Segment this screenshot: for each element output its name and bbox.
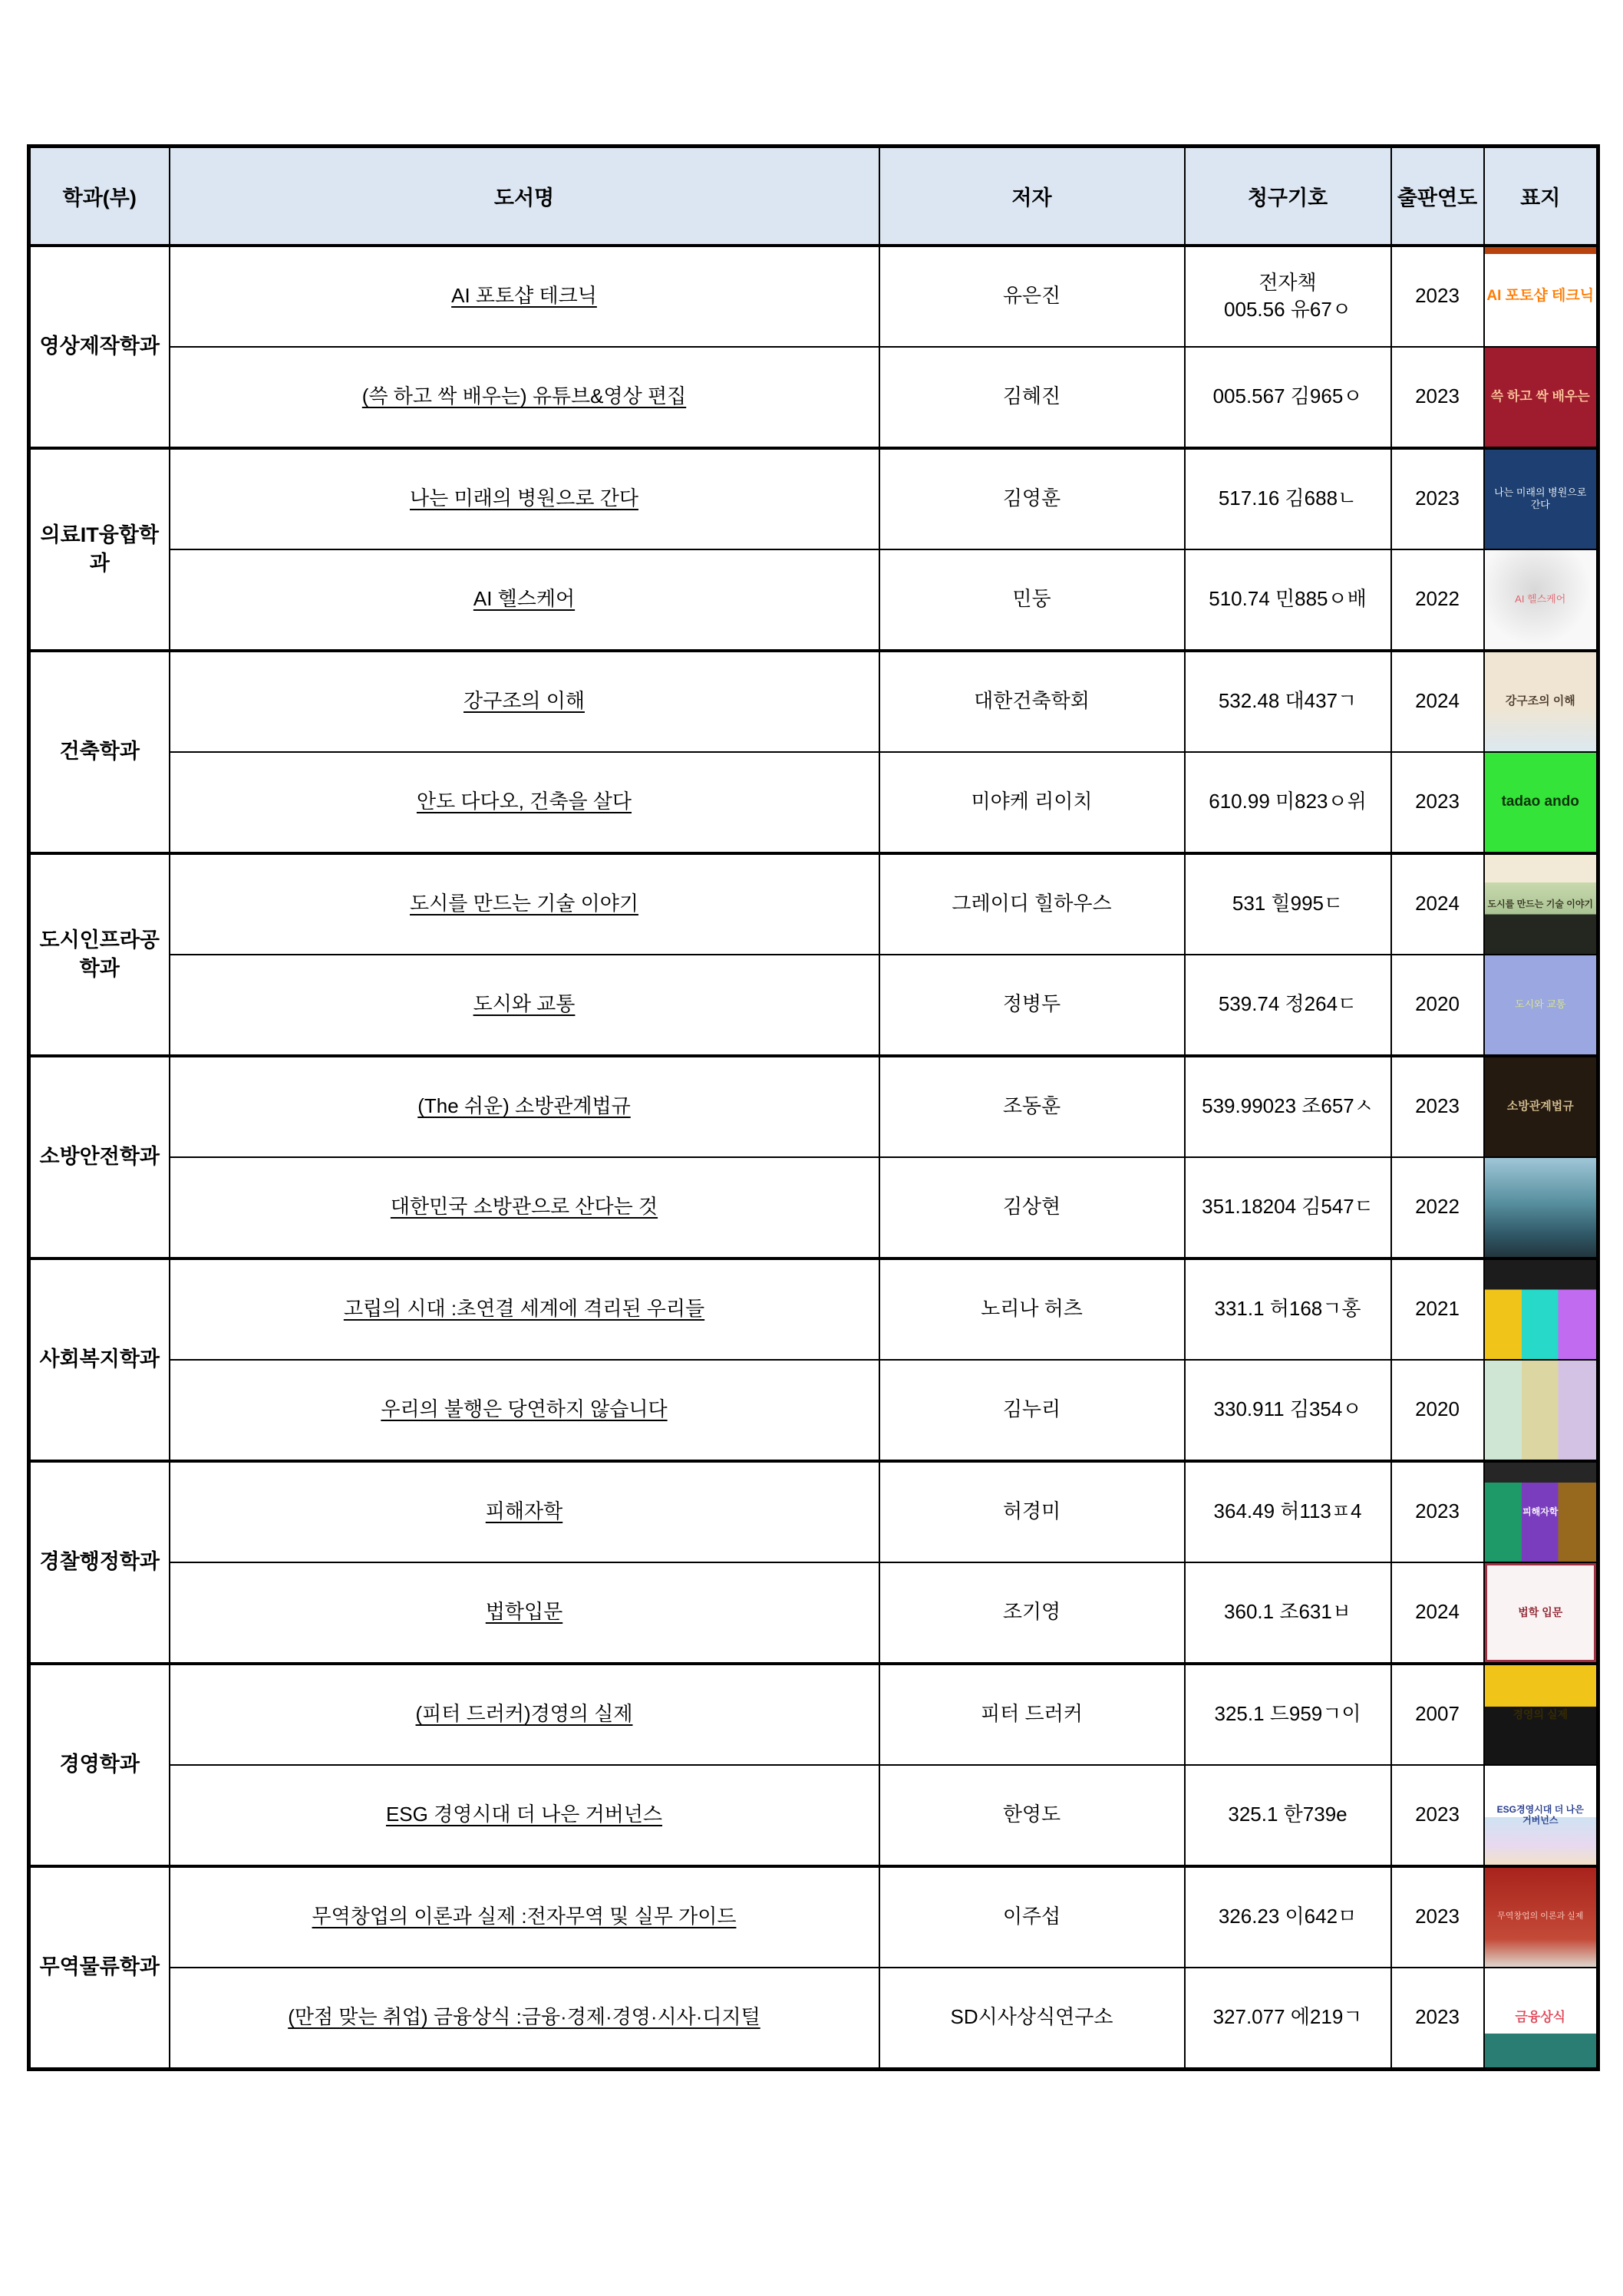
book-cover-image: [1485, 1463, 1597, 1562]
department-cell: 건축학과: [29, 651, 170, 853]
author-cell: 김영훈: [879, 448, 1185, 549]
table-row: [29, 1664, 1598, 1765]
year-cell: 2024: [1391, 853, 1484, 955]
year-cell: 2021: [1391, 1259, 1484, 1360]
year-cell: 2020: [1391, 1360, 1484, 1461]
call-number-cell: 364.49 허113ㅍ4: [1185, 1461, 1391, 1562]
book-title-cell: [170, 853, 879, 955]
book-cover-image: [1485, 753, 1597, 852]
call-number-cell: 532.48 대437ㄱ: [1185, 651, 1391, 752]
cover-title-text: [1539, 1206, 1542, 1209]
table-row: [29, 549, 1598, 651]
cover-title-text: [1539, 1308, 1542, 1311]
book-title-link[interactable]: 도시를 만드는 기술 이야기: [410, 892, 638, 915]
book-title-cell: [170, 1664, 879, 1765]
table-row: [29, 1056, 1598, 1157]
book-title-link[interactable]: 무역창업의 이론과 실제 :전자무역 및 실무 가이드: [312, 1905, 737, 1928]
book-title-cell: [170, 752, 879, 853]
year-cell: 2023: [1391, 1866, 1484, 1968]
book-title-link[interactable]: 우리의 불행은 당연하지 않습니다: [381, 1397, 668, 1421]
table-row: [29, 246, 1598, 347]
department-cell: 소방안전학과: [29, 1056, 170, 1259]
book-title-cell: [170, 1562, 879, 1664]
department-cell: 경영학과: [29, 1664, 170, 1866]
table-row: [29, 853, 1598, 955]
table-row: [29, 448, 1598, 549]
year-cell: 2023: [1391, 246, 1484, 347]
cover-title-text: 도시와 교통: [1515, 998, 1566, 1011]
call-number-cell: 531 힐995ㄷ: [1185, 853, 1391, 955]
call-number-cell: 610.99 미823ㅇ위: [1185, 752, 1391, 853]
book-cover-image: [1485, 1057, 1597, 1156]
cover-cell: [1484, 1461, 1598, 1562]
header-call-number: 청구기호: [1185, 147, 1391, 246]
year-cell: 2023: [1391, 1056, 1484, 1157]
book-title-link[interactable]: (쓱 하고 싹 배우는) 유튜브&영상 편집: [361, 384, 687, 408]
book-cover-image: [1485, 450, 1597, 549]
call-number-cell: 331.1 허168ㄱ홍: [1185, 1259, 1391, 1360]
book-cover-image: [1485, 1968, 1597, 2067]
year-cell: 2022: [1391, 549, 1484, 651]
author-cell: 김누리: [879, 1360, 1185, 1461]
author-cell: 조기영: [879, 1562, 1185, 1664]
table-row: [29, 1157, 1598, 1259]
department-group-business-admin: [29, 1664, 1598, 1866]
department-cell: 사회복지학과: [29, 1259, 170, 1461]
book-title-link[interactable]: (The 쉬운) 소방관계법규: [417, 1094, 631, 1118]
cover-title-text: AI 포토샵 테크닉: [1486, 287, 1595, 304]
department-group-social-welfare: [29, 1259, 1598, 1461]
year-cell: 2023: [1391, 448, 1484, 549]
book-title-cell: [170, 448, 879, 549]
book-cover-image: [1485, 855, 1597, 954]
book-title-cell: [170, 651, 879, 752]
cover-title-text: 무역창업의 이론과 실제: [1497, 1912, 1584, 1922]
cover-title-text: [1539, 1408, 1542, 1411]
department-group-police-admin: [29, 1461, 1598, 1664]
author-cell: 이주섭: [879, 1866, 1185, 1968]
header-author: 저자: [879, 147, 1185, 246]
book-cover-image: [1485, 550, 1597, 649]
department-group-medical-it: [29, 448, 1598, 651]
author-cell: 한영도: [879, 1765, 1185, 1866]
year-cell: 2023: [1391, 1461, 1484, 1562]
book-cover-image: [1485, 1665, 1597, 1764]
call-number-cell: 325.1 한739e: [1185, 1765, 1391, 1866]
book-title-link[interactable]: (피터 드러커)경영의 실제: [415, 1702, 633, 1726]
table-row: [29, 347, 1598, 448]
book-cover-image: [1485, 955, 1597, 1054]
book-title-link[interactable]: AI 헬스케어: [473, 587, 576, 611]
cover-cell: [1484, 651, 1598, 752]
cover-cell: [1484, 549, 1598, 651]
book-title-link[interactable]: AI 포토샵 테크닉: [451, 284, 597, 308]
cover-cell: [1484, 1157, 1598, 1259]
cover-title-text: 금융상식: [1515, 2009, 1566, 2024]
cover-title-text: 피해자학: [1522, 1506, 1559, 1517]
book-title-link[interactable]: 대한민국 소방관으로 산다는 것: [390, 1195, 658, 1219]
author-cell: 그레이디 힐하우스: [879, 853, 1185, 955]
year-cell: 2020: [1391, 955, 1484, 1056]
table-row: [29, 1968, 1598, 2070]
cover-cell: [1484, 853, 1598, 955]
book-title-link[interactable]: 도시와 교통: [473, 992, 576, 1016]
table-row: [29, 651, 1598, 752]
call-number-cell: 539.74 정264ㄷ: [1185, 955, 1391, 1056]
header-cover: 표지: [1484, 147, 1598, 246]
cover-cell: [1484, 1056, 1598, 1157]
cover-cell: [1484, 955, 1598, 1056]
year-cell: 2024: [1391, 1562, 1484, 1664]
table-row: [29, 1562, 1598, 1664]
book-title-cell: [170, 1461, 879, 1562]
book-cover-image: [1485, 1766, 1597, 1865]
cover-cell: [1484, 1968, 1598, 2070]
book-title-link[interactable]: 나는 미래의 병원으로 간다: [410, 487, 638, 510]
table-row: [29, 1360, 1598, 1461]
table-row: [29, 1259, 1598, 1360]
department-cell: 무역물류학과: [29, 1866, 170, 2070]
cover-cell: [1484, 1765, 1598, 1866]
department-group-fire-safety: [29, 1056, 1598, 1259]
author-cell: 정병두: [879, 955, 1185, 1056]
table-row: [29, 1866, 1598, 1968]
cover-title-text: AI 헬스케어: [1515, 593, 1566, 605]
book-title-cell: [170, 1968, 879, 2070]
call-number-cell: 360.1 조631ㅂ: [1185, 1562, 1391, 1664]
cover-cell: [1484, 1360, 1598, 1461]
book-cover-image: [1485, 652, 1597, 751]
cover-title-text: 소방관계법규: [1506, 1100, 1574, 1113]
department-cell: 영상제작학과: [29, 246, 170, 448]
table-row: [29, 1461, 1598, 1562]
book-cover-image: [1485, 348, 1597, 447]
call-number-cell: 517.16 김688ㄴ: [1185, 448, 1391, 549]
cover-title-text: ESG경영시대 더 나은 거버넌스: [1496, 1803, 1584, 1826]
call-number-cell: 351.18204 김547ㄷ: [1185, 1157, 1391, 1259]
cover-cell: [1484, 1562, 1598, 1664]
call-number-cell: 전자책 005.56 유67ㅇ: [1185, 246, 1391, 347]
book-title-cell: [170, 1765, 879, 1866]
year-cell: 2007: [1391, 1664, 1484, 1765]
book-title-cell: [170, 1157, 879, 1259]
book-cover-image: [1485, 1563, 1597, 1662]
table-row: [29, 1765, 1598, 1866]
book-title-link[interactable]: (만점 맞는 취업) 금융상식 :금융·경제·경영·시사·디지털: [288, 2005, 760, 2029]
cover-cell: [1484, 1866, 1598, 1968]
book-title-cell: [170, 549, 879, 651]
cover-cell: [1484, 1664, 1598, 1765]
department-group-urban-infra: [29, 853, 1598, 1056]
author-cell: 피터 드러커: [879, 1664, 1185, 1765]
book-title-cell: [170, 1056, 879, 1157]
cover-cell: [1484, 246, 1598, 347]
header-row: [29, 147, 1598, 246]
cover-title-text: 강구조의 이해: [1505, 694, 1575, 708]
author-cell: 노리나 허츠: [879, 1259, 1185, 1360]
author-cell: 민둥: [879, 549, 1185, 651]
call-number-cell: 325.1 드959ㄱ이: [1185, 1664, 1391, 1765]
book-cover-image: [1485, 247, 1597, 346]
department-cell: 경찰행정학과: [29, 1461, 170, 1664]
call-number-cell: 326.23 이642ㅁ: [1185, 1866, 1391, 1968]
header-year: 출판연도: [1391, 147, 1484, 246]
book-title-cell: [170, 246, 879, 347]
book-title-link[interactable]: ESG 경영시대 더 나은 거버넌스: [385, 1803, 663, 1826]
cover-title-text: 도시를 만드는 기술 이야기: [1487, 898, 1593, 909]
cover-title-text: 경영의 실제: [1512, 1707, 1568, 1720]
table-row: [29, 955, 1598, 1056]
table-row: [29, 752, 1598, 853]
book-title-link[interactable]: 안도 다다오, 건축을 살다: [416, 790, 632, 813]
year-cell: 2022: [1391, 1157, 1484, 1259]
book-title-link[interactable]: 법학입문: [485, 1600, 563, 1624]
department-cell: 의료IT융합학과: [29, 448, 170, 651]
book-title-cell: [170, 1866, 879, 1968]
year-cell: 2023: [1391, 347, 1484, 448]
book-title-cell: [170, 955, 879, 1056]
author-cell: 유은진: [879, 246, 1185, 347]
book-cover-image: [1485, 1158, 1597, 1257]
cover-title-text: 쓱 하고 싹 배우는: [1490, 388, 1590, 404]
year-cell: 2024: [1391, 651, 1484, 752]
department-cell: 도시인프라공학과: [29, 853, 170, 1056]
header-title: 도서명: [170, 147, 879, 246]
call-number-cell: 327.077 에219ㄱ: [1185, 1968, 1391, 2070]
call-number-cell: 005.567 김965ㅇ: [1185, 347, 1391, 448]
book-cover-image: [1485, 1868, 1597, 1967]
cover-cell: [1484, 752, 1598, 853]
book-title-cell: [170, 1259, 879, 1360]
year-cell: 2023: [1391, 1765, 1484, 1866]
header-department: 학과(부): [29, 147, 170, 246]
department-group-video: [29, 246, 1598, 448]
book-title-cell: [170, 347, 879, 448]
department-group-architecture: [29, 651, 1598, 853]
department-group-trade-logistics: [29, 1866, 1598, 2070]
cover-cell: [1484, 448, 1598, 549]
cover-title-text: 나는 미래의 병원으로 간다: [1494, 487, 1587, 510]
year-cell: 2023: [1391, 752, 1484, 853]
book-title-link[interactable]: 고립의 시대 :초연결 세계에 격리된 우리들: [343, 1297, 705, 1321]
author-cell: 허경미: [879, 1461, 1185, 1562]
author-cell: 대한건축학회: [879, 651, 1185, 752]
book-title-cell: [170, 1360, 879, 1461]
call-number-cell: 330.911 김354ㅇ: [1185, 1360, 1391, 1461]
author-cell: 김혜진: [879, 347, 1185, 448]
call-number-cell: 510.74 민885ㅇ배: [1185, 549, 1391, 651]
author-cell: 조동훈: [879, 1056, 1185, 1157]
cover-cell: [1484, 1259, 1598, 1360]
cover-title-text: 법학 입문: [1518, 1605, 1563, 1618]
year-cell: 2023: [1391, 1968, 1484, 2070]
book-cover-image: [1485, 1361, 1597, 1460]
cover-title-text: tadao ando: [1501, 793, 1579, 810]
call-number-cell: 539.99023 조657ㅅ: [1185, 1056, 1391, 1157]
author-cell: 미야케 리이치: [879, 752, 1185, 853]
author-cell: SD시사상식연구소: [879, 1968, 1185, 2070]
book-cover-image: [1485, 1260, 1597, 1359]
cover-cell: [1484, 347, 1598, 448]
author-cell: 김상현: [879, 1157, 1185, 1259]
recommended-books-table: [27, 144, 1600, 2071]
book-title-link[interactable]: 피해자학: [485, 1499, 563, 1523]
book-title-link[interactable]: 강구조의 이해: [463, 689, 585, 713]
